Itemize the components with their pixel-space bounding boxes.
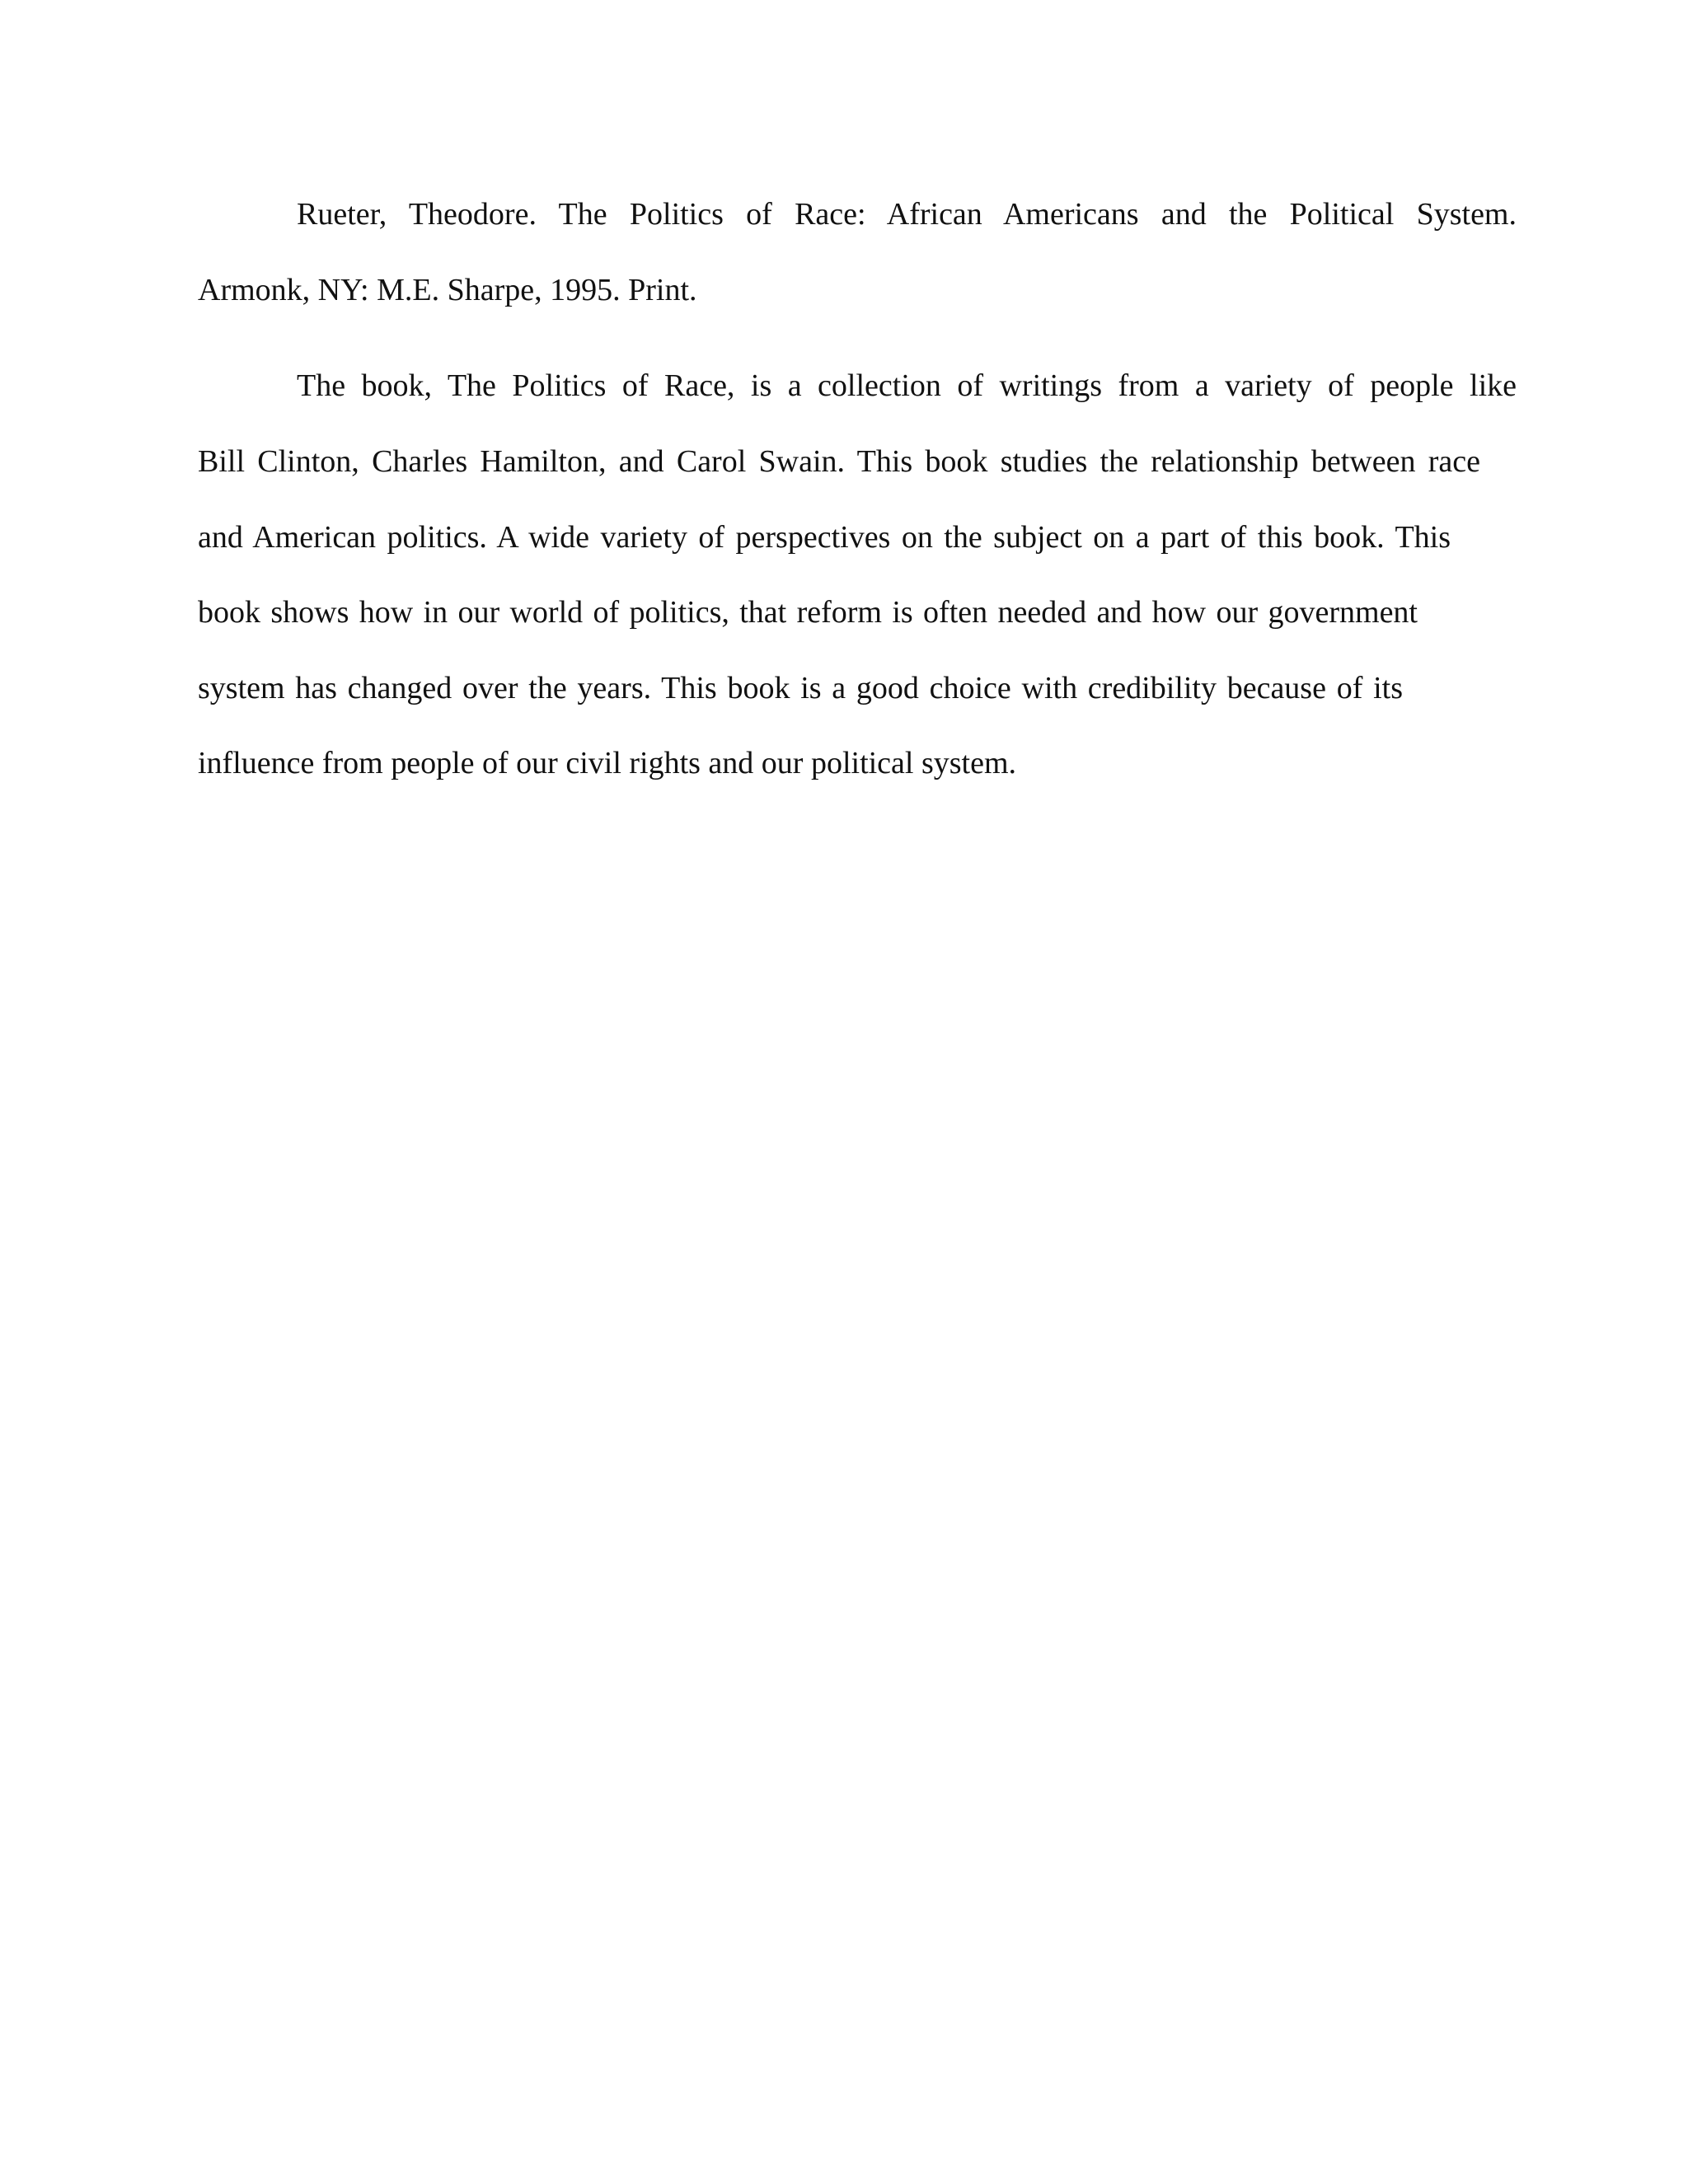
annotation-line-2: Bill Clinton, Charles Hamilton, and Carol Swain. This book studies the relationship between race [198,444,1480,479]
annotation-line-3: and American politics. A wide variety of perspectives on the subject on a part of this book. This [198,520,1451,555]
citation-line-2: Armonk, NY: M.E. Sharpe, 1995. Print. [198,273,697,307]
annotation-line-1: The book, The Politics of Race, is a collection of writings from a variety of people like [297,368,1517,403]
annotation-line-6: influence from people of our civil rights and our political system. [198,746,1017,780]
citation-line-1: Rueter, Theodore. The Politics of Race: African Americans and the Political System. [297,197,1517,232]
annotation-line-5: system has changed over the years. This book is a good choice with credibility because of its [198,671,1403,705]
annotation-line-4: book shows how in our world of politics, that reform is often needed and how our government [198,595,1418,630]
